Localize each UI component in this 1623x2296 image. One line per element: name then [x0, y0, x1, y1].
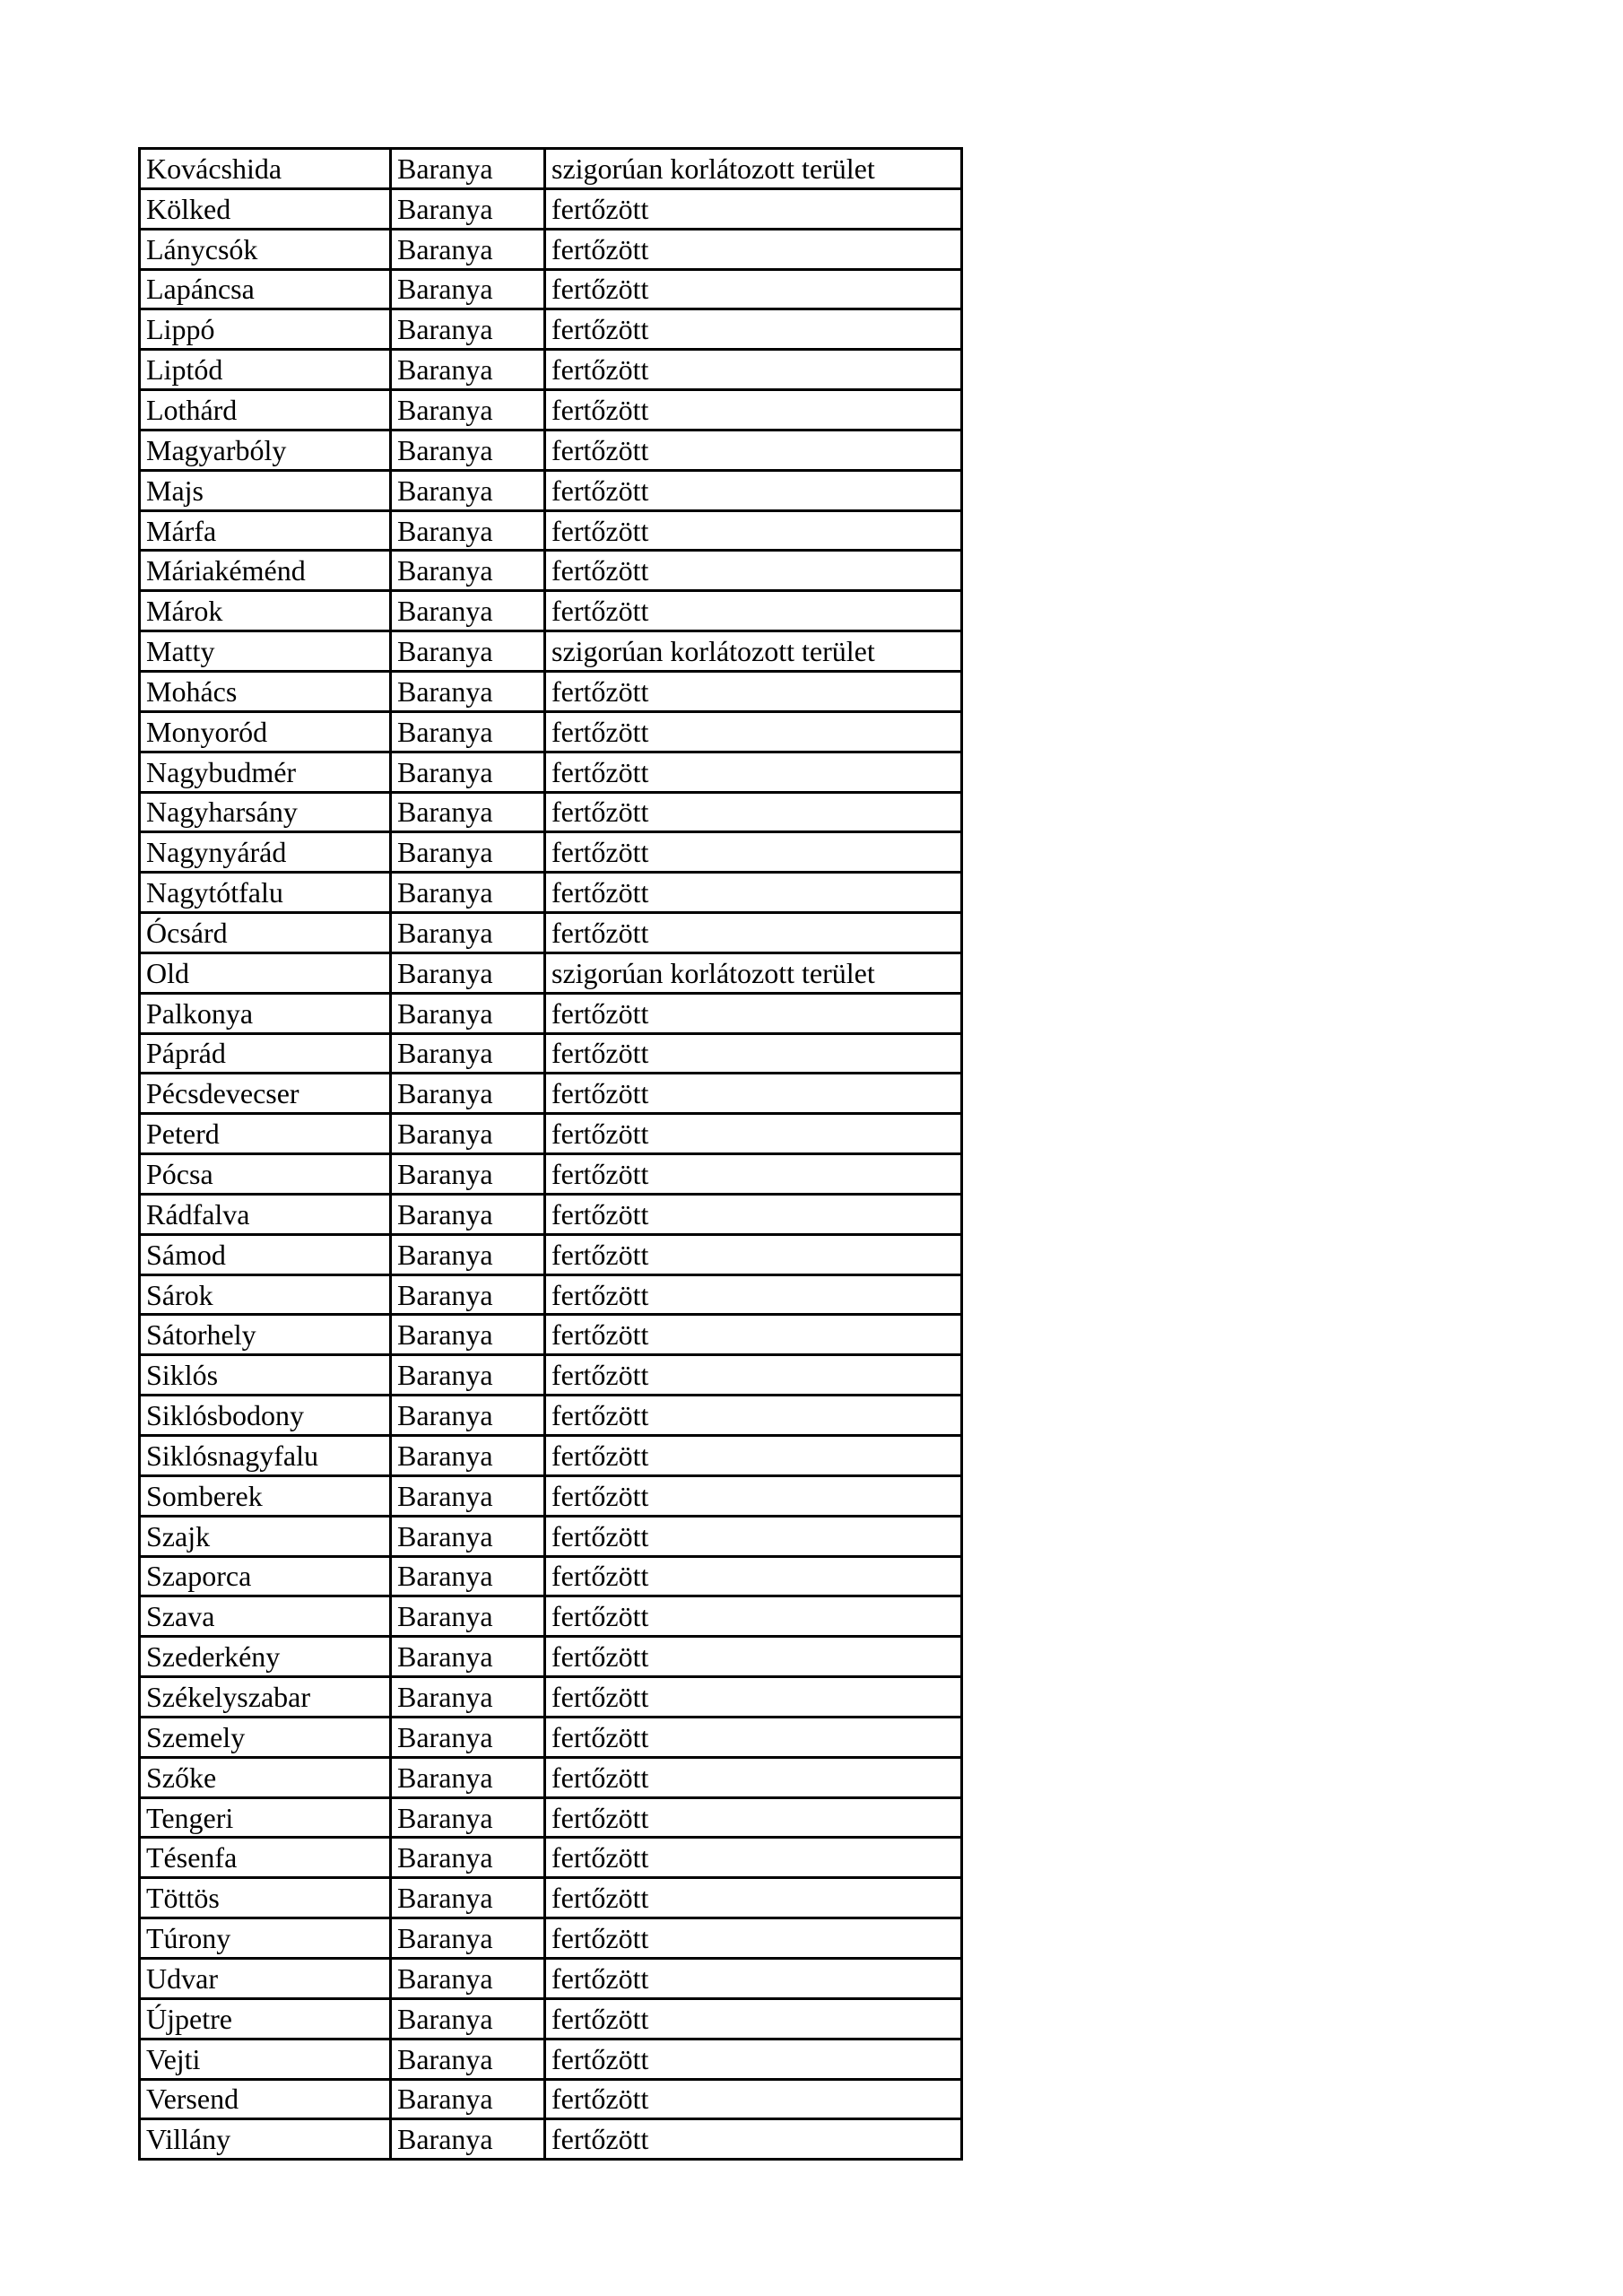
county-cell: Baranya [391, 792, 545, 832]
county-cell: Baranya [391, 2079, 545, 2119]
county-cell: Baranya [391, 2039, 545, 2079]
county-cell: Baranya [391, 591, 545, 631]
status-cell: fertőzött [545, 913, 962, 953]
status-cell: fertőzött [545, 1154, 962, 1195]
county-cell: Baranya [391, 1637, 545, 1677]
settlement-cell: Peterd [140, 1114, 391, 1154]
table-row [140, 993, 962, 1033]
settlement-cell: Sámod [140, 1234, 391, 1274]
status-cell: fertőzött [545, 430, 962, 470]
settlement-cell: Lánycsók [140, 229, 391, 269]
status-cell: fertőzött [545, 1355, 962, 1396]
county-cell: Baranya [391, 510, 545, 551]
status-cell: fertőzött [545, 591, 962, 631]
county-cell: Baranya [391, 390, 545, 430]
table-row [140, 510, 962, 551]
table-row [140, 832, 962, 873]
settlement-cell: Somberek [140, 1475, 391, 1516]
table-row [140, 1194, 962, 1234]
status-cell: fertőzött [545, 1596, 962, 1637]
table-row [140, 631, 962, 672]
table-row [140, 470, 962, 510]
settlement-cell: Villány [140, 2119, 391, 2160]
settlement-cell: Ócsárd [140, 913, 391, 953]
county-cell: Baranya [391, 1918, 545, 1959]
table-row [140, 1033, 962, 1074]
settlement-cell: Siklósnagyfalu [140, 1436, 391, 1476]
county-cell: Baranya [391, 1958, 545, 1998]
status-cell: fertőzött [545, 2119, 962, 2160]
county-cell: Baranya [391, 1516, 545, 1556]
table-row [140, 269, 962, 309]
status-cell: szigorúan korlátozott terület [545, 631, 962, 672]
settlement-cell: Kovácshida [140, 149, 391, 189]
table-row [140, 1878, 962, 1918]
status-cell: fertőzött [545, 1838, 962, 1878]
status-cell: fertőzött [545, 188, 962, 229]
county-cell: Baranya [391, 913, 545, 953]
county-cell: Baranya [391, 1717, 545, 1757]
status-cell: fertőzött [545, 873, 962, 913]
settlement-cell: Versend [140, 2079, 391, 2119]
county-cell: Baranya [391, 1556, 545, 1596]
settlement-cell: Palkonya [140, 993, 391, 1033]
table-row [140, 1556, 962, 1596]
county-cell: Baranya [391, 873, 545, 913]
settlement-cell: Vejti [140, 2039, 391, 2079]
settlement-cell: Lippó [140, 309, 391, 350]
settlement-cell: Kölked [140, 188, 391, 229]
settlement-cell: Szemely [140, 1717, 391, 1757]
settlement-cell: Rádfalva [140, 1194, 391, 1234]
table-row [140, 873, 962, 913]
settlement-table [138, 147, 963, 2161]
county-cell: Baranya [391, 1074, 545, 1114]
status-cell: fertőzött [545, 1033, 962, 1074]
county-cell: Baranya [391, 1033, 545, 1074]
settlement-cell: Matty [140, 631, 391, 672]
county-cell: Baranya [391, 188, 545, 229]
status-cell: fertőzött [545, 510, 962, 551]
table-row [140, 1074, 962, 1114]
county-cell: Baranya [391, 309, 545, 350]
county-cell: Baranya [391, 1194, 545, 1234]
county-cell: Baranya [391, 1838, 545, 1878]
settlement-cell: Máriakéménd [140, 551, 391, 591]
settlement-cell: Monyoród [140, 711, 391, 752]
settlement-cell: Pécsdevecser [140, 1074, 391, 1114]
status-cell: fertőzött [545, 1074, 962, 1114]
county-cell: Baranya [391, 993, 545, 1033]
table-row [140, 2079, 962, 2119]
county-cell: Baranya [391, 229, 545, 269]
settlement-cell: Szaporca [140, 1556, 391, 1596]
status-cell: fertőzött [545, 2079, 962, 2119]
table-row [140, 1154, 962, 1195]
table-row [140, 1396, 962, 1436]
status-cell: fertőzött [545, 390, 962, 430]
county-cell: Baranya [391, 1154, 545, 1195]
status-cell: fertőzött [545, 1556, 962, 1596]
status-cell: fertőzött [545, 993, 962, 1033]
table-row [140, 671, 962, 711]
table-row [140, 1958, 962, 1998]
county-cell: Baranya [391, 1475, 545, 1516]
table-row [140, 1234, 962, 1274]
table-row [140, 1757, 962, 1797]
settlement-cell: Szava [140, 1596, 391, 1637]
settlement-table-body [140, 149, 962, 2160]
status-cell: fertőzött [545, 269, 962, 309]
table-row [140, 1315, 962, 1355]
status-cell: fertőzött [545, 671, 962, 711]
table-row [140, 1436, 962, 1476]
status-cell: fertőzött [545, 1396, 962, 1436]
status-cell: fertőzött [545, 1114, 962, 1154]
table-row [140, 1717, 962, 1757]
county-cell: Baranya [391, 671, 545, 711]
settlement-cell: Magyarbóly [140, 430, 391, 470]
settlement-cell: Sárok [140, 1274, 391, 1315]
status-cell: fertőzött [545, 229, 962, 269]
table-row [140, 711, 962, 752]
status-cell: fertőzött [545, 1998, 962, 2039]
status-cell: fertőzött [545, 551, 962, 591]
county-cell: Baranya [391, 1114, 545, 1154]
settlement-cell: Márfa [140, 510, 391, 551]
settlement-cell: Sátorhely [140, 1315, 391, 1355]
status-cell: szigorúan korlátozott terület [545, 149, 962, 189]
status-cell: fertőzött [545, 470, 962, 510]
county-cell: Baranya [391, 1396, 545, 1436]
county-cell: Baranya [391, 631, 545, 672]
settlement-cell: Túrony [140, 1918, 391, 1959]
status-cell: fertőzött [545, 1958, 962, 1998]
county-cell: Baranya [391, 1234, 545, 1274]
settlement-cell: Márok [140, 591, 391, 631]
status-cell: fertőzött [545, 1234, 962, 1274]
county-cell: Baranya [391, 752, 545, 792]
settlement-cell: Lapáncsa [140, 269, 391, 309]
table-row [140, 229, 962, 269]
table-row [140, 1998, 962, 2039]
table-row [140, 591, 962, 631]
status-cell: szigorúan korlátozott terület [545, 952, 962, 993]
table-row [140, 1596, 962, 1637]
county-cell: Baranya [391, 1998, 545, 2039]
settlement-cell: Udvar [140, 1958, 391, 1998]
settlement-cell: Székelyszabar [140, 1677, 391, 1718]
settlement-cell: Szőke [140, 1757, 391, 1797]
county-cell: Baranya [391, 832, 545, 873]
county-cell: Baranya [391, 952, 545, 993]
status-cell: fertőzött [545, 1918, 962, 1959]
status-cell: fertőzött [545, 1315, 962, 1355]
settlement-cell: Siklós [140, 1355, 391, 1396]
table-row [140, 1274, 962, 1315]
status-cell: fertőzött [545, 2039, 962, 2079]
status-cell: fertőzött [545, 1194, 962, 1234]
settlement-cell: Újpetre [140, 1998, 391, 2039]
table-row [140, 1475, 962, 1516]
settlement-cell: Nagyharsány [140, 792, 391, 832]
status-cell: fertőzött [545, 1878, 962, 1918]
county-cell: Baranya [391, 149, 545, 189]
table-row [140, 1114, 962, 1154]
table-row [140, 913, 962, 953]
county-cell: Baranya [391, 1274, 545, 1315]
table-row [140, 1838, 962, 1878]
settlement-cell: Liptód [140, 350, 391, 390]
table-row [140, 792, 962, 832]
county-cell: Baranya [391, 1757, 545, 1797]
status-cell: fertőzött [545, 1677, 962, 1718]
settlement-cell: Siklósbodony [140, 1396, 391, 1436]
status-cell: fertőzött [545, 1516, 962, 1556]
status-cell: fertőzött [545, 350, 962, 390]
county-cell: Baranya [391, 1596, 545, 1637]
status-cell: fertőzött [545, 1436, 962, 1476]
county-cell: Baranya [391, 470, 545, 510]
settlement-cell: Nagytótfalu [140, 873, 391, 913]
settlement-cell: Old [140, 952, 391, 993]
status-cell: fertőzött [545, 792, 962, 832]
table-row [140, 188, 962, 229]
table-row [140, 430, 962, 470]
table-row [140, 309, 962, 350]
settlement-cell: Töttös [140, 1878, 391, 1918]
settlement-cell: Páprád [140, 1033, 391, 1074]
settlement-cell: Szederkény [140, 1637, 391, 1677]
settlement-cell: Nagynyárád [140, 832, 391, 873]
county-cell: Baranya [391, 1315, 545, 1355]
county-cell: Baranya [391, 1797, 545, 1838]
table-row [140, 1516, 962, 1556]
status-cell: fertőzött [545, 1274, 962, 1315]
table-row [140, 390, 962, 430]
table-row [140, 1355, 962, 1396]
table-row [140, 1797, 962, 1838]
settlement-cell: Majs [140, 470, 391, 510]
status-cell: fertőzött [545, 309, 962, 350]
settlement-cell: Szajk [140, 1516, 391, 1556]
table-row [140, 1637, 962, 1677]
county-cell: Baranya [391, 350, 545, 390]
status-cell: fertőzött [545, 1475, 962, 1516]
table-row [140, 149, 962, 189]
table-row [140, 1918, 962, 1959]
table-row [140, 2039, 962, 2079]
table-row [140, 752, 962, 792]
county-cell: Baranya [391, 1436, 545, 1476]
county-cell: Baranya [391, 1677, 545, 1718]
status-cell: fertőzött [545, 1797, 962, 1838]
table-row [140, 2119, 962, 2160]
county-cell: Baranya [391, 1355, 545, 1396]
settlement-cell: Tengeri [140, 1797, 391, 1838]
table-row [140, 952, 962, 993]
county-cell: Baranya [391, 711, 545, 752]
status-cell: fertőzött [545, 711, 962, 752]
settlement-cell: Mohács [140, 671, 391, 711]
settlement-cell: Lothárd [140, 390, 391, 430]
table-row [140, 1677, 962, 1718]
county-cell: Baranya [391, 551, 545, 591]
settlement-cell: Nagybudmér [140, 752, 391, 792]
settlement-cell: Tésenfa [140, 1838, 391, 1878]
status-cell: fertőzött [545, 752, 962, 792]
county-cell: Baranya [391, 269, 545, 309]
county-cell: Baranya [391, 2119, 545, 2160]
status-cell: fertőzött [545, 1637, 962, 1677]
settlement-cell: Pócsa [140, 1154, 391, 1195]
table-row [140, 551, 962, 591]
table-row [140, 350, 962, 390]
county-cell: Baranya [391, 430, 545, 470]
status-cell: fertőzött [545, 1717, 962, 1757]
county-cell: Baranya [391, 1878, 545, 1918]
status-cell: fertőzött [545, 832, 962, 873]
status-cell: fertőzött [545, 1757, 962, 1797]
